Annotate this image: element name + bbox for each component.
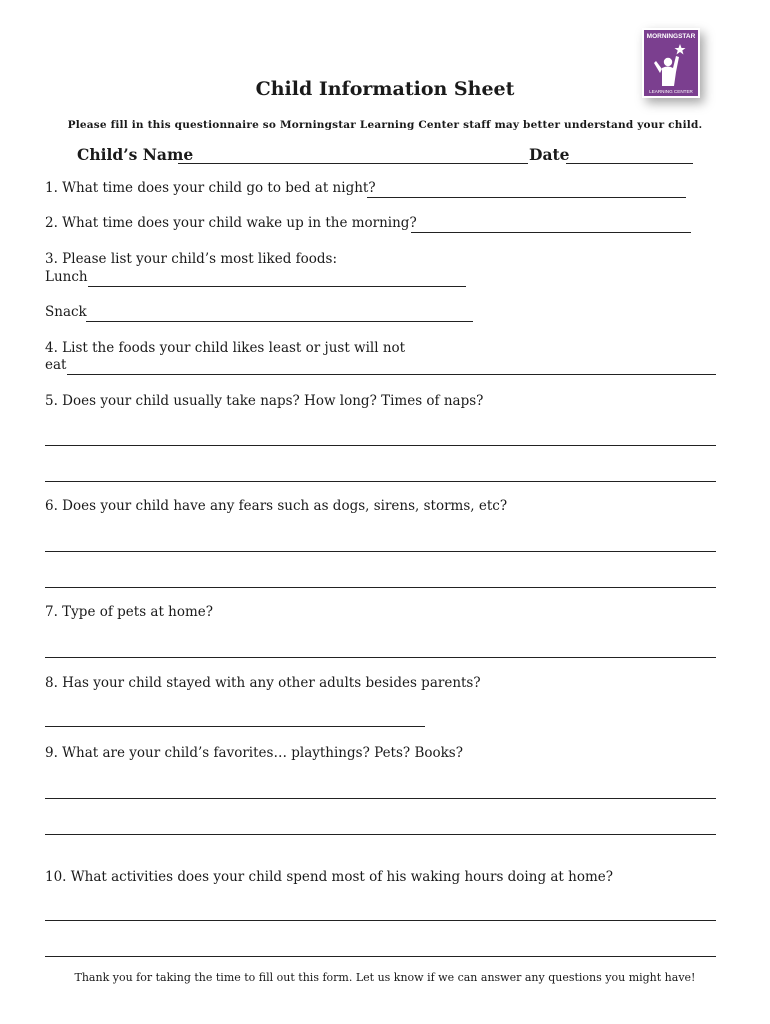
page-subtitle: Please fill in this questionnaire so Morningstar Learning Center staff may better understand your child. <box>67 119 703 131</box>
question-4-cont: eat <box>45 357 67 373</box>
answer-line-9a[interactable] <box>45 798 716 799</box>
child-name-label: Child’s Name <box>77 145 194 164</box>
answer-line-lunch[interactable] <box>88 286 466 287</box>
question-1: 1. What time does your child go to bed at night? <box>45 180 376 196</box>
answer-line-snack[interactable] <box>86 321 473 322</box>
date-field[interactable] <box>566 163 693 164</box>
answer-line-1[interactable] <box>367 197 686 198</box>
page-title: Child Information Sheet <box>255 78 515 100</box>
answer-line-10a[interactable] <box>45 920 716 921</box>
question-8: 8. Has your child stayed with any other adults besides parents? <box>45 675 481 691</box>
date-label: Date <box>529 145 570 164</box>
answer-line-4[interactable] <box>67 374 716 375</box>
footer-note: Thank you for taking the time to fill out this form. Let us know if we can answer any questions you might have! <box>74 971 696 984</box>
answer-line-5a[interactable] <box>45 445 716 446</box>
question-10: 10. What activities does your child spend most of his waking hours doing at home? <box>45 869 613 885</box>
question-7: 7. Type of pets at home? <box>45 604 214 620</box>
question-9: 9. What are your child’s favorites… playthings? Pets? Books? <box>45 745 463 761</box>
question-4: 4. List the foods your child likes least or just will not <box>45 340 406 356</box>
question-2: 2. What time does your child wake up in the morning? <box>45 215 417 231</box>
answer-line-6a[interactable] <box>45 551 716 552</box>
child-name-field[interactable] <box>178 163 528 164</box>
question-5: 5. Does your child usually take naps? How long? Times of naps? <box>45 393 484 409</box>
answer-line-2[interactable] <box>411 232 691 233</box>
logo-line2: LEARNING CENTER <box>649 89 693 94</box>
answer-line-7[interactable] <box>45 657 716 658</box>
question-3: 3. Please list your child’s most liked foods: <box>45 251 338 267</box>
question-6: 6. Does your child have any fears such as dogs, sirens, storms, etc? <box>45 498 508 514</box>
answer-line-10b[interactable] <box>45 956 716 957</box>
snack-label: Snack <box>45 304 87 320</box>
answer-line-5b[interactable] <box>45 481 716 482</box>
answer-line-9b[interactable] <box>45 834 716 835</box>
logo-line1: MORNINGSTAR <box>646 33 696 40</box>
answer-line-8[interactable] <box>45 726 425 727</box>
answer-line-6b[interactable] <box>45 587 716 588</box>
lunch-label: Lunch <box>45 269 88 285</box>
